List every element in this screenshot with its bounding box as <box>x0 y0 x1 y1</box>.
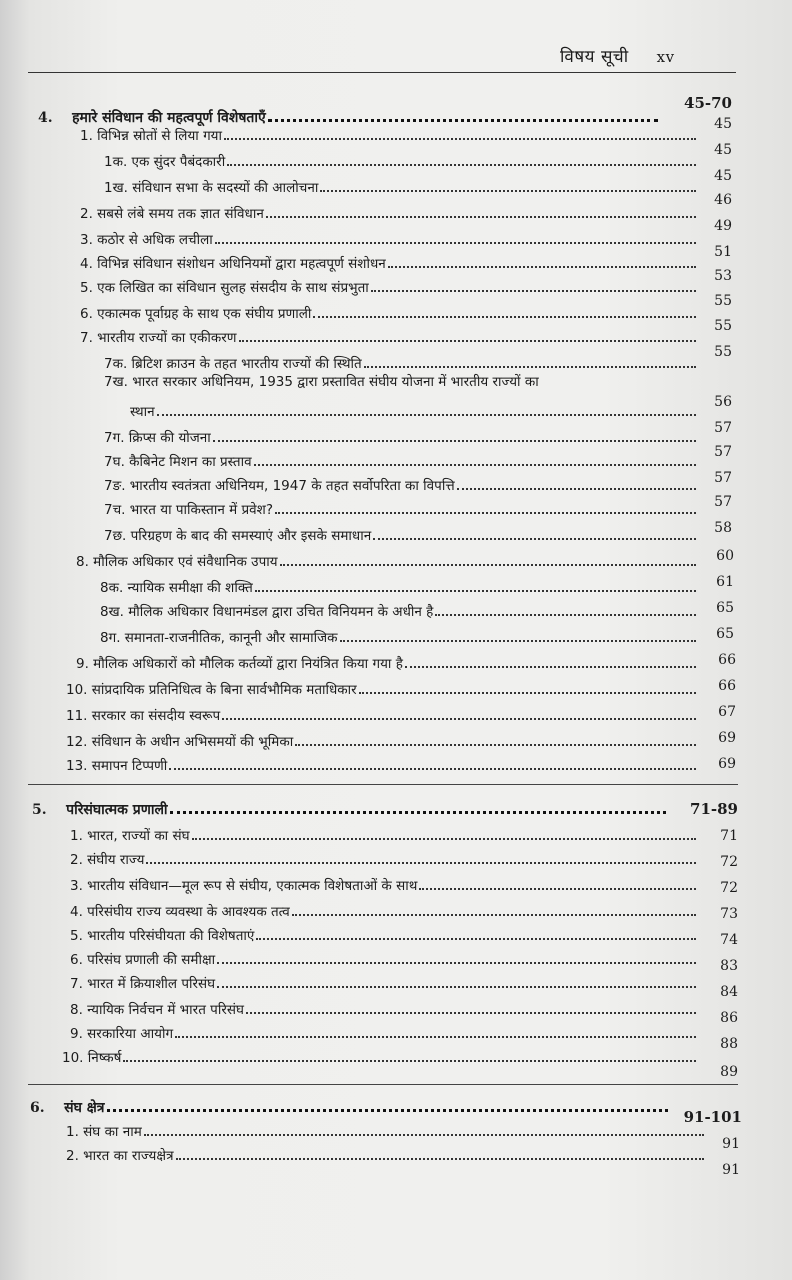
entry-label: 6. एकात्मक पूर्वाग्रह के साथ एक संघीय प्रणाली <box>80 306 312 322</box>
entry-label: 6. परिसंघ प्रणाली की समीक्षा <box>70 952 216 968</box>
header-rule <box>28 72 736 73</box>
dot-leader <box>359 692 696 694</box>
entry-label: 8ख. मौलिक अधिकार विधानमंडल द्वारा उचित विनियमन के अधीन है <box>100 604 434 620</box>
chapter-title: संघ क्षेत्र <box>64 1100 105 1116</box>
dot-leader <box>239 340 697 342</box>
entry-label: 7ङ. भारतीय स्वतंत्रता अधिनियम, 1947 के तहत सर्वोपरिता का विपत्ति <box>104 478 455 494</box>
entry-label: 8ग. समानता-राजनीतिक, कानूनी और सामाजिक <box>100 630 338 646</box>
entry-page: 57 <box>714 470 732 486</box>
dot-leader <box>266 216 696 218</box>
chapter-title: परिसंघात्मक प्रणाली <box>66 802 168 818</box>
toc-entry[interactable] <box>130 398 698 420</box>
dot-leader <box>435 614 696 616</box>
dot-leader <box>213 440 696 442</box>
entry-label: 2. संघीय राज्य <box>70 852 145 868</box>
entry-label: 13. समापन टिप्पणी <box>66 758 168 774</box>
toc-entry[interactable] <box>80 122 698 144</box>
entry-page: 89 <box>720 1064 738 1080</box>
dot-leader <box>157 414 696 416</box>
dot-leader <box>320 190 696 192</box>
entry-page: 66 <box>718 678 736 694</box>
page-header <box>560 44 675 67</box>
toc-entry[interactable] <box>80 300 698 322</box>
dot-leader <box>169 768 696 770</box>
toc-entry[interactable] <box>70 872 698 894</box>
entry-label: 7घ. कैबिनेट मिशन का प्रस्ताव <box>104 454 252 470</box>
dot-leader <box>255 590 696 592</box>
entry-label: 7च. भारत या पाकिस्तान में प्रवेश? <box>104 502 274 518</box>
entry-page: 61 <box>716 574 734 590</box>
chapter-page-range: 45-70 <box>684 94 732 112</box>
entry-label: 8क. न्यायिक समीक्षा की शक्ति <box>100 580 253 596</box>
dot-leader <box>364 366 696 368</box>
dot-leader <box>107 1109 668 1112</box>
chapter-page-range: 91-101 <box>683 1108 742 1126</box>
entry-label: 4. विभिन्न संविधान संशोधन अधिनियमों द्वारा महत्वपूर्ण संशोधन <box>80 256 386 272</box>
entry-page: 55 <box>714 318 732 334</box>
entry-label: 2. भारत का राज्यक्षेत्र <box>66 1148 174 1164</box>
entry-page: 49 <box>714 218 732 234</box>
chapter-divider <box>28 1084 738 1085</box>
entry-page: 83 <box>720 958 738 974</box>
entry-label: 1. विभिन्न स्रोतों से लिया गया <box>80 128 222 144</box>
entry-page: 67 <box>718 704 736 720</box>
entry-page: 46 <box>714 192 732 208</box>
header-title: विषय सूची <box>560 47 629 67</box>
toc-entry[interactable] <box>76 548 698 570</box>
dot-leader <box>246 1012 696 1014</box>
dot-leader <box>222 718 696 720</box>
entry-label: 5. एक लिखित का संविधान सुलह संसदीय के साथ संप्रभुता <box>80 280 369 296</box>
chapter-number: 5. <box>32 802 47 818</box>
entry-label: 1. संघ का नाम <box>66 1124 142 1140</box>
entry-label: स्थान <box>130 404 155 420</box>
entry-page: 73 <box>720 906 738 922</box>
toc-entry[interactable] <box>100 598 698 620</box>
toc-entry[interactable] <box>104 350 698 372</box>
entry-page: 56 <box>714 394 732 410</box>
dot-leader <box>340 640 696 642</box>
entry-page: 45 <box>714 168 732 184</box>
entry-page: 58 <box>714 520 732 536</box>
toc-entry[interactable] <box>80 324 698 346</box>
entry-page: 69 <box>718 756 736 772</box>
chapter-heading-5[interactable] <box>32 796 668 818</box>
toc-entry-line1[interactable]: 7ख. भारत सरकार अधिनियम, 1935 द्वारा प्रस्तावित संघीय योजना में भारतीय राज्यों का <box>104 374 539 390</box>
toc-entry[interactable] <box>104 424 698 446</box>
toc-entry[interactable] <box>104 448 698 470</box>
chapter-page-range: 71-89 <box>690 800 738 818</box>
entry-page: 86 <box>720 1010 738 1026</box>
entry-label: 8. मौलिक अधिकार एवं संवैधानिक उपाय <box>76 554 278 570</box>
entry-label: 9. सरकारिया आयोग <box>70 1026 174 1042</box>
toc-entry[interactable] <box>100 624 698 646</box>
toc-entry[interactable] <box>66 676 698 698</box>
toc-entry[interactable] <box>104 472 698 494</box>
entry-label: 7. भारत में क्रियाशील परिसंघ <box>70 976 216 992</box>
entry-label: 9. मौलिक अधिकारों को मौलिक कर्तव्यों द्वारा नियंत्रित किया गया है <box>76 656 403 672</box>
entry-label: 10. निष्कर्ष <box>62 1050 122 1066</box>
toc-entry[interactable] <box>66 702 698 724</box>
chapter-divider <box>28 784 738 785</box>
entry-page: 55 <box>714 344 732 360</box>
entry-label: 1ख. संविधान सभा के सदस्यों की आलोचना <box>104 180 319 196</box>
toc-entry[interactable] <box>80 274 698 296</box>
toc-entry[interactable] <box>70 970 698 992</box>
entry-label: 4. परिसंघीय राज्य व्यवस्था के आवश्यक तत्व <box>70 904 290 920</box>
dot-leader <box>292 914 696 916</box>
dot-leader <box>224 138 696 140</box>
entry-page: 45 <box>714 116 732 132</box>
entry-label: 7छ. परिग्रहण के बाद की समस्याएं और इसके समाधान <box>104 528 372 544</box>
dot-leader <box>176 1158 704 1160</box>
chapter-number: 6. <box>30 1100 45 1116</box>
header-page-number: xv <box>656 48 675 66</box>
dot-leader <box>123 1060 696 1062</box>
entry-page: 51 <box>714 244 732 260</box>
entry-label: 1. भारत, राज्यों का संघ <box>70 828 190 844</box>
chapter-heading-6[interactable] <box>30 1094 670 1116</box>
chapter-number: 4. <box>38 110 53 126</box>
toc-entry[interactable] <box>66 752 698 774</box>
entry-label: 12. संविधान के अधीन अभिसमयों की भूमिका <box>66 734 294 750</box>
entry-page: 57 <box>714 494 732 510</box>
entry-page: 53 <box>714 268 732 284</box>
toc-entry[interactable] <box>80 200 698 222</box>
toc-entry[interactable] <box>104 522 698 544</box>
dot-leader <box>373 538 696 540</box>
entry-page: 71 <box>720 828 738 844</box>
toc-entry[interactable] <box>100 574 698 596</box>
entry-label: 2. सबसे लंबे समय तक ज्ञात संविधान <box>80 206 264 222</box>
entry-page: 88 <box>720 1036 738 1052</box>
toc-entry[interactable] <box>62 1044 698 1066</box>
chapter-title: हमारे संविधान की महत्वपूर्ण विशेषताएँ <box>72 110 266 126</box>
toc-entry[interactable] <box>76 650 698 672</box>
entry-page: 65 <box>716 626 734 642</box>
toc-entry[interactable] <box>66 1118 706 1140</box>
entry-label: 7क. ब्रिटिश क्राउन के तहत भारतीय राज्यों की स्थिति <box>104 356 362 372</box>
entry-page: 91 <box>722 1136 740 1152</box>
toc-entry[interactable] <box>80 250 698 272</box>
entry-page: 69 <box>718 730 736 746</box>
dot-leader <box>227 164 696 166</box>
toc-entry[interactable] <box>104 496 698 518</box>
toc-entry[interactable] <box>70 922 698 944</box>
entry-page: 72 <box>720 854 738 870</box>
dot-leader <box>419 888 696 890</box>
toc-entry[interactable] <box>80 226 698 248</box>
entry-page: 57 <box>714 420 732 436</box>
entry-page: 60 <box>716 548 734 564</box>
dot-leader <box>371 290 696 292</box>
toc-entry[interactable] <box>104 148 698 170</box>
toc-entry[interactable] <box>70 1020 698 1042</box>
toc-entry[interactable] <box>66 728 698 750</box>
toc-entry[interactable] <box>70 898 698 920</box>
entry-page: 55 <box>714 293 732 309</box>
dot-leader <box>275 512 696 514</box>
dot-leader <box>217 986 696 988</box>
dot-leader <box>146 862 696 864</box>
entry-label: 11. सरकार का संसदीय स्वरूप <box>66 708 221 724</box>
toc-entry[interactable] <box>70 996 698 1018</box>
dot-leader <box>295 744 696 746</box>
dot-leader <box>192 838 696 840</box>
toc-entry[interactable] <box>70 846 698 868</box>
entry-page: 84 <box>720 984 738 1000</box>
dot-leader <box>313 316 696 318</box>
entry-label: 3. भारतीय संविधान—मूल रूप से संघीय, एकात्मक विशेषताओं के साथ <box>70 878 418 894</box>
entry-label: 10. सांप्रदायिक प्रतिनिधित्व के बिना सार्वभौमिक मताधिकार <box>66 682 357 698</box>
entry-label: 7ग. क्रिप्स की योजना <box>104 430 211 446</box>
dot-leader <box>217 962 696 964</box>
dot-leader <box>256 938 696 940</box>
dot-leader <box>170 811 666 814</box>
toc-entry[interactable] <box>104 174 698 196</box>
dot-leader <box>254 464 696 466</box>
dot-leader <box>388 266 696 268</box>
toc-entry[interactable] <box>70 946 698 968</box>
entry-label: 5. भारतीय परिसंघीयता की विशेषताएं <box>70 928 255 944</box>
entry-page: 72 <box>720 880 738 896</box>
dot-leader <box>144 1134 704 1136</box>
dot-leader <box>405 666 696 668</box>
dot-leader <box>175 1036 696 1038</box>
entry-page: 57 <box>714 444 732 460</box>
entry-label: 7. भारतीय राज्यों का एकीकरण <box>80 330 237 346</box>
entry-page: 65 <box>716 600 734 616</box>
entry-page: 66 <box>718 652 736 668</box>
dot-leader <box>280 564 696 566</box>
dot-leader <box>215 242 696 244</box>
entry-label: 8. न्यायिक निर्वचन में भारत परिसंघ <box>70 1002 244 1018</box>
entry-page: 91 <box>722 1162 740 1178</box>
entry-page: 45 <box>714 142 732 158</box>
entry-label: 1क. एक सुंदर पैबंदकारी <box>104 154 226 170</box>
entry-label: 3. कठोर से अधिक लचीला <box>80 232 213 248</box>
toc-entry[interactable] <box>66 1142 706 1164</box>
dot-leader <box>457 488 696 490</box>
entry-page: 74 <box>720 932 738 948</box>
toc-entry[interactable] <box>70 822 698 844</box>
